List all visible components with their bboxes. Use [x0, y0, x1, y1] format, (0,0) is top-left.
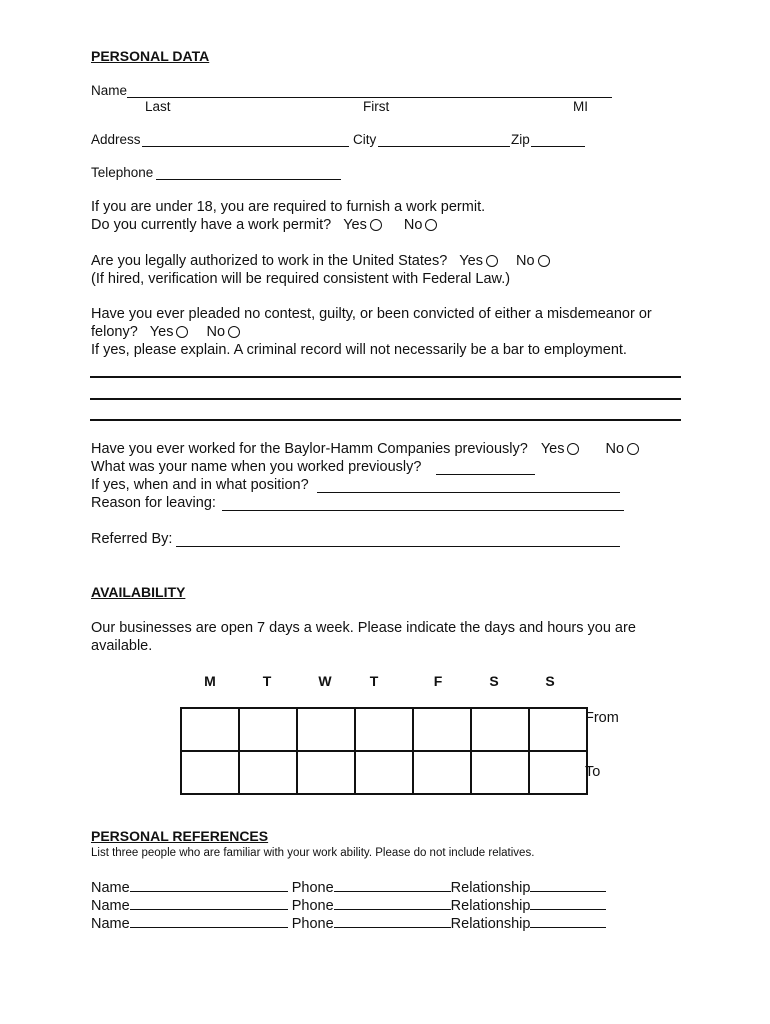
reason-leaving-input-line[interactable]: [222, 510, 624, 511]
day-header-wednesday: W: [318, 673, 332, 689]
reference-name-label: Name: [91, 898, 130, 914]
explanation-line-1[interactable]: [90, 376, 681, 378]
referred-by-label: Referred By:: [91, 531, 173, 547]
authorized-question-text: Are you legally authorized to work in the United States?: [91, 253, 448, 269]
reference-row: [91, 880, 606, 896]
availability-to-row: [181, 751, 587, 794]
references-instructions: List three people who are familiar with your work ability. Please do not include relatives.: [91, 847, 535, 859]
reference-row: [91, 898, 606, 914]
day-header-tuesday: T: [262, 673, 272, 689]
city-label: City: [353, 132, 377, 147]
when-position-label: If yes, when and in what position?: [91, 477, 309, 493]
reference-name-label: Name: [91, 880, 130, 896]
reference-phone-label: Phone: [291, 898, 334, 914]
availability-from-row: [181, 708, 587, 751]
convicted-felony-text: felony?: [91, 324, 138, 340]
work-permit-question: [91, 217, 437, 233]
worked-before-no-label: No: [605, 441, 625, 457]
under18-text: If you are under 18, you are required to furnish a work permit.: [91, 199, 486, 215]
from-label: From: [585, 710, 619, 726]
authorized-note: (If hired, verification will be required consistent with Federal Law.): [91, 271, 511, 287]
zip-input-line[interactable]: [531, 146, 585, 147]
reference-name-input[interactable]: [130, 908, 288, 910]
reference-name-input[interactable]: [130, 890, 288, 892]
day-header-monday: M: [204, 673, 216, 689]
telephone-input-line[interactable]: [156, 179, 341, 180]
worked-before-yes-label: Yes: [540, 441, 565, 457]
referred-by-input-line[interactable]: [176, 546, 620, 547]
reference-relationship-label: Relationship: [450, 916, 531, 932]
reference-phone-input[interactable]: [334, 908, 451, 910]
explanation-line-3[interactable]: [90, 419, 681, 421]
references-heading: PERSONAL REFERENCES: [91, 828, 269, 844]
previous-name-label: What was your name when you worked previously?: [91, 459, 422, 475]
availability-grid: [180, 707, 588, 795]
explanation-line-2[interactable]: [90, 398, 681, 400]
availability-cell[interactable]: [529, 708, 587, 751]
convicted-yes-radio[interactable]: [176, 326, 188, 338]
mi-sublabel: MI: [573, 99, 588, 114]
availability-cell[interactable]: [413, 708, 471, 751]
reference-relationship-label: Relationship: [450, 898, 531, 914]
last-name-sublabel: Last: [145, 99, 171, 114]
worked-before-no-radio[interactable]: [627, 443, 639, 455]
city-input-line[interactable]: [378, 146, 510, 147]
availability-cell[interactable]: [239, 751, 297, 794]
availability-cell[interactable]: [355, 708, 413, 751]
availability-intro-line2: available.: [91, 638, 153, 654]
availability-cell[interactable]: [297, 708, 355, 751]
availability-cell[interactable]: [471, 751, 529, 794]
personal-data-heading: PERSONAL DATA: [91, 48, 210, 64]
reference-name-input[interactable]: [130, 926, 288, 928]
reference-phone-input[interactable]: [334, 890, 451, 892]
reference-phone-label: Phone: [291, 916, 334, 932]
authorized-question: [91, 253, 550, 269]
previous-name-input-line[interactable]: [436, 474, 535, 475]
work-permit-no-radio[interactable]: [425, 219, 437, 231]
availability-heading: AVAILABILITY: [91, 584, 186, 600]
address-label: Address: [91, 132, 141, 147]
availability-cell[interactable]: [239, 708, 297, 751]
address-input-line[interactable]: [142, 146, 349, 147]
day-header-thursday: T: [369, 673, 379, 689]
convicted-question-line2: [91, 324, 240, 340]
worked-before-yes-radio[interactable]: [567, 443, 579, 455]
availability-cell[interactable]: [413, 751, 471, 794]
reference-name-label: Name: [91, 916, 130, 932]
reference-phone-label: Phone: [291, 880, 334, 896]
first-name-sublabel: First: [363, 99, 390, 114]
when-position-input-line[interactable]: [317, 492, 620, 493]
reference-phone-input[interactable]: [334, 926, 451, 928]
authorized-no-label: No: [515, 253, 535, 269]
reference-relationship-input[interactable]: [530, 926, 606, 928]
convicted-yes-label: Yes: [149, 324, 174, 340]
convicted-no-radio[interactable]: [228, 326, 240, 338]
convicted-question-line1: Have you ever pleaded no contest, guilty, or been convicted of either a misdemeanor or: [91, 306, 652, 322]
authorized-no-radio[interactable]: [538, 255, 550, 267]
to-label: To: [585, 764, 601, 780]
convicted-explain-text: If yes, please explain. A criminal record will not necessarily be a bar to employment.: [91, 342, 627, 358]
work-permit-question-text: Do you currently have a work permit?: [91, 217, 332, 233]
reference-relationship-input[interactable]: [530, 908, 606, 910]
reference-row: [91, 916, 606, 932]
availability-intro-line1: Our businesses are open 7 days a week. Please indicate the days and hours you are: [91, 620, 636, 636]
availability-cell[interactable]: [355, 751, 413, 794]
reference-relationship-input[interactable]: [530, 890, 606, 892]
work-permit-yes-radio[interactable]: [370, 219, 382, 231]
reference-relationship-label: Relationship: [450, 880, 531, 896]
day-header-friday: F: [433, 673, 443, 689]
name-label: Name: [91, 83, 128, 98]
availability-cell[interactable]: [529, 751, 587, 794]
availability-cell[interactable]: [471, 708, 529, 751]
availability-cell[interactable]: [181, 751, 239, 794]
reason-leaving-label: Reason for leaving:: [91, 495, 216, 511]
availability-cell[interactable]: [181, 708, 239, 751]
day-header-sunday: S: [545, 673, 555, 689]
work-permit-yes-label: Yes: [343, 217, 367, 233]
zip-label: Zip: [511, 132, 530, 147]
telephone-label: Telephone: [91, 165, 154, 180]
authorized-yes-label: Yes: [459, 253, 483, 269]
worked-before-question: [91, 441, 639, 457]
worked-before-text: Have you ever worked for the Baylor-Hamm Companies previously?: [91, 441, 528, 457]
authorized-yes-radio[interactable]: [486, 255, 498, 267]
convicted-no-label: No: [206, 324, 226, 340]
availability-cell[interactable]: [297, 751, 355, 794]
day-header-saturday: S: [489, 673, 499, 689]
name-input-line[interactable]: [127, 97, 612, 98]
work-permit-no-label: No: [403, 217, 423, 233]
